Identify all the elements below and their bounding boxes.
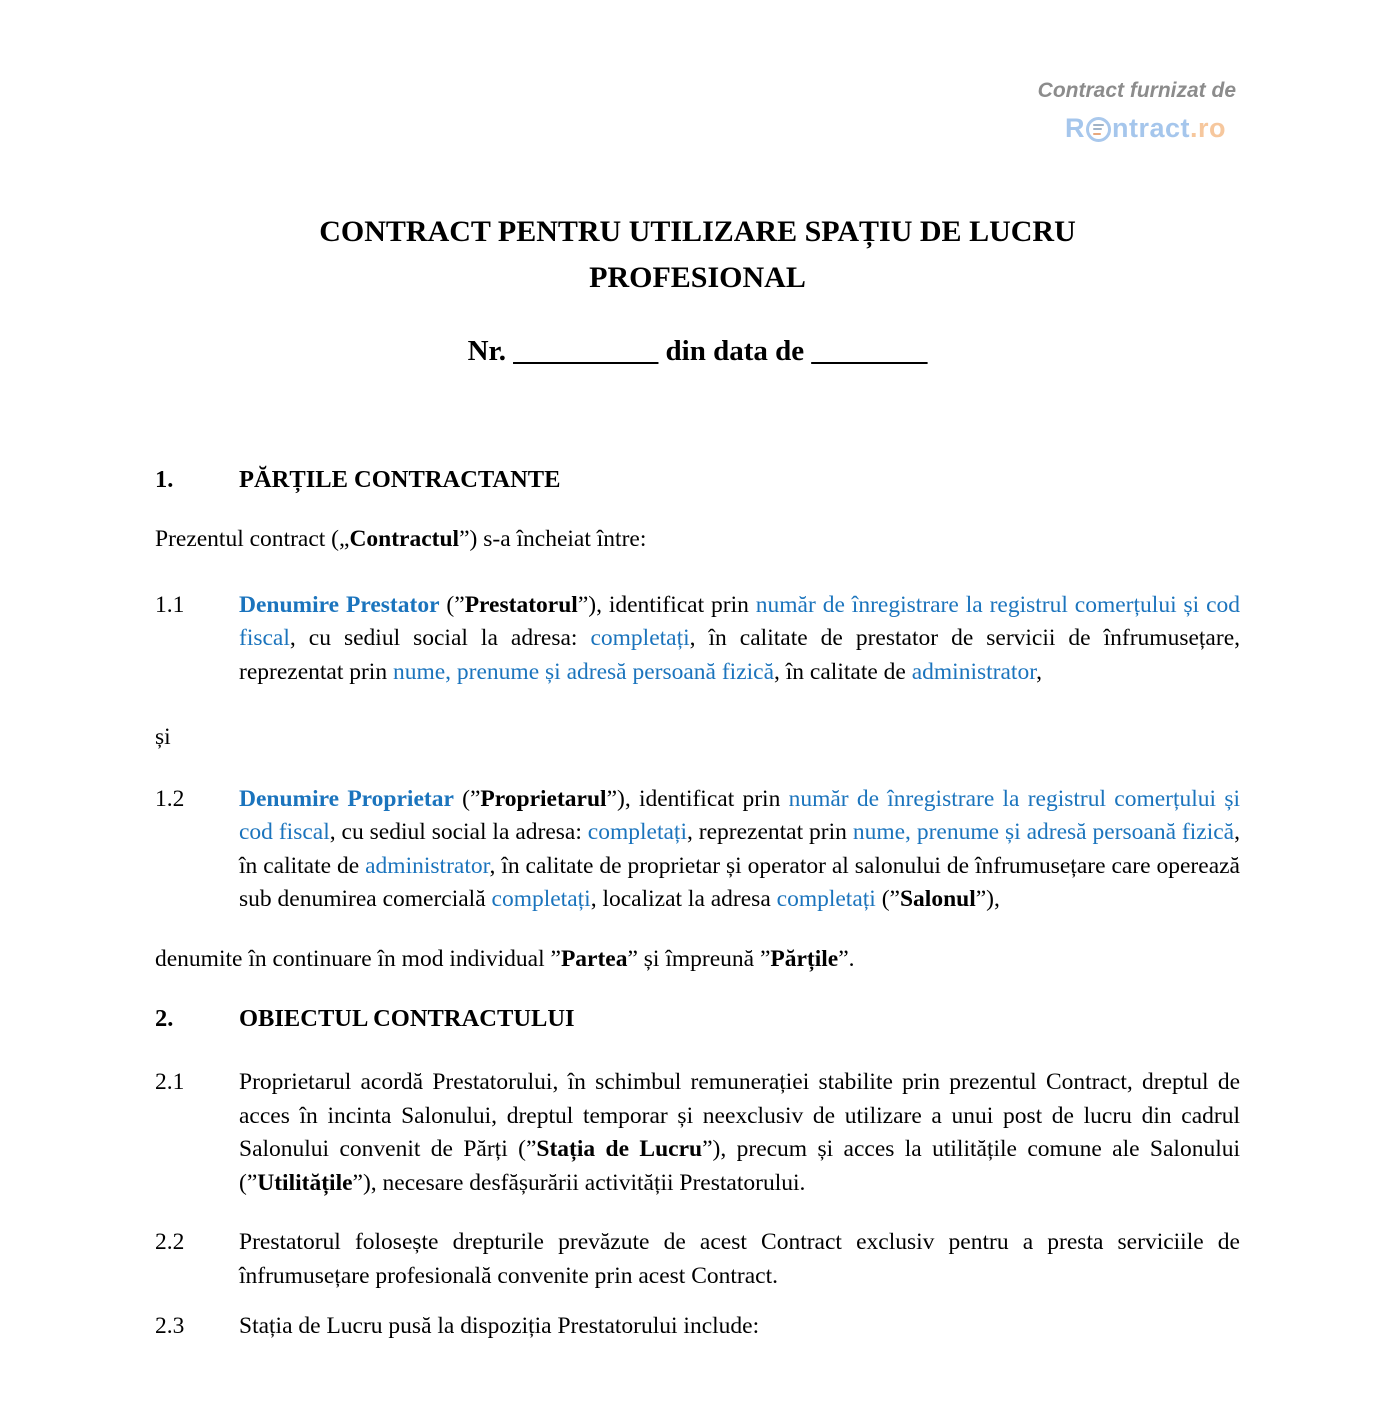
document-circle-icon [1086, 117, 1111, 142]
section-title: OBIECTUL CONTRACTULUI [239, 1005, 575, 1032]
section-title: PĂRȚILE CONTRACTANTE [239, 466, 561, 493]
paragraph-collective-naming: denumite în continuare în mod individual ”Partea” și împreună ”Părțile”. [155, 945, 855, 972]
clause-1-2 [155, 783, 1240, 917]
logo-tld: .ro [1189, 112, 1226, 143]
provider-caption: Contract furnizat de [1037, 79, 1236, 102]
clause-2-1 [155, 1066, 1240, 1200]
paragraph-conjunction: și [155, 724, 171, 750]
clause-number: 2.3 [155, 1313, 185, 1339]
clause-text: Prestatorul folosește drepturile prevăzute de acest Contract exclusiv pentru a presta serviciile de înfrumusețare profesională convenite prin acest Contract. [239, 1229, 1240, 1289]
clause-number: 1.2 [155, 785, 185, 812]
provider-header [155, 78, 1240, 145]
document-title-line2: PROFESIONAL [589, 261, 806, 294]
clause-text: Stația de Lucru pusă la dispoziția Prestatorului include: [239, 1313, 760, 1339]
paragraph-intro: Prezentul contract („Contractul”) s-a încheiat între: [155, 526, 647, 552]
section-number: 2. [155, 1005, 174, 1032]
document-line-icon [1093, 124, 1104, 126]
logo-middle: ntract [1111, 112, 1190, 143]
document-title-line1: CONTRACT PENTRU UTILIZARE SPAȚIU DE LUCRU [319, 215, 1076, 248]
clause-text: Denumire Prestator (”Prestatorul”), identificat prin număr de înregistrare la registrul comerțului și cod fiscal, cu sediul social la adresa: completați, în calitate de prestator de servicii de înfrumusețare, reprezentat prin nume, prenume și adresă persoană fizică, în calitate de administrator, [239, 591, 1241, 685]
document-line-icon [1093, 128, 1102, 130]
clause-text: Denumire Proprietar (”Proprietarul”), identificat prin număr de înregistrare la registrul comerțului și cod fiscal, cu sediul social la adresa: completați, reprezentat prin nume, prenume și adresă persoană fizică, în calitate de administrator, în calitate de proprietar și operator al salonului de înfrumusețare care operează sub denumirea comercială completați, localizat la adresa completați (”Salonul”), [239, 785, 1240, 912]
document-number-line: Nr. __________ din data de ________ [467, 335, 928, 367]
clause-2-2 [155, 1226, 1240, 1293]
clause-number: 2.2 [155, 1229, 185, 1255]
clause-number: 1.1 [155, 591, 185, 618]
logo-prefix: R [1064, 112, 1085, 143]
document-title [155, 209, 1240, 301]
clause-text: Proprietarul acordă Prestatorului, în schimbul remunerației stabilite prin prezentul Contract, dreptul de acces în incinta Salonului, dreptul temporar și neexclusiv de utilizare a unui post de lucru din cadrul Salonului convenit de Părți (”Stația de Lucru”), precum și acces la utilitățile comune ale Salonului (”Utilitățile”), necesare desfășurării activității Prestatorului. [239, 1069, 1240, 1196]
section-heading-2 [155, 1002, 1240, 1036]
rontract-logo [1065, 113, 1226, 144]
section-heading-1 [155, 463, 1240, 497]
signature-line-icon [1093, 133, 1101, 135]
clause-1-1 [155, 589, 1240, 690]
clause-number: 2.1 [155, 1069, 185, 1095]
section-number: 1. [155, 466, 174, 493]
logo-row [155, 111, 1240, 145]
clause-2-3-clipped [155, 1310, 1240, 1344]
